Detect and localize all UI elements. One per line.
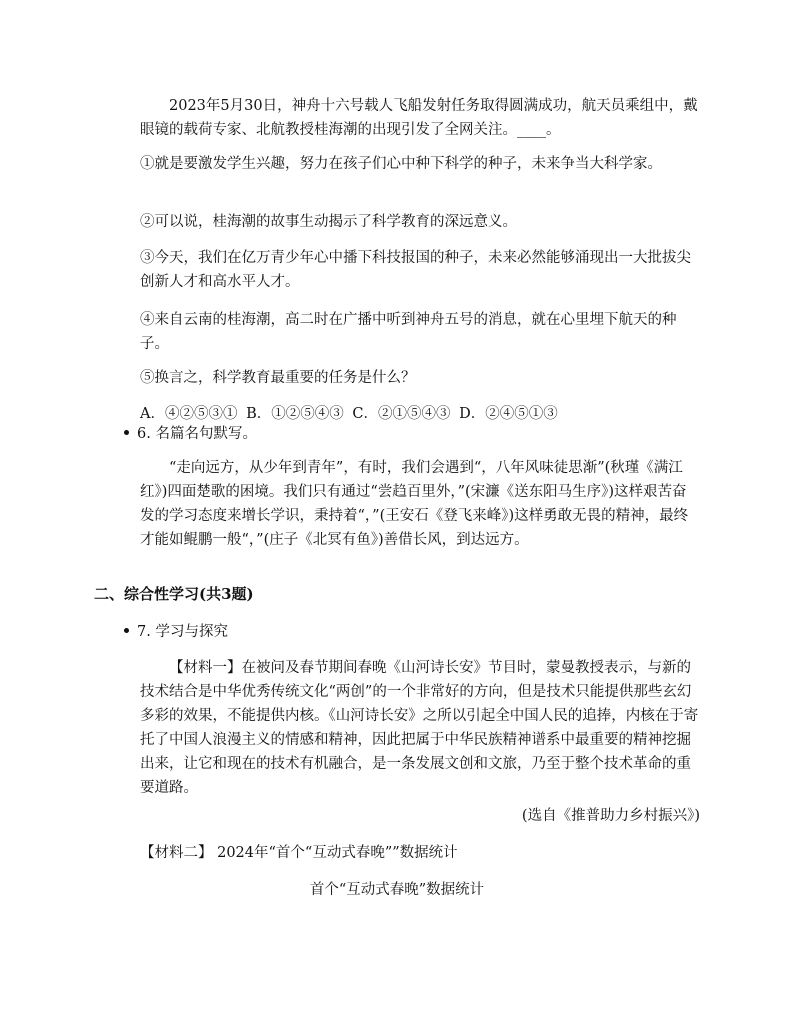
q6-heading [124,422,257,446]
option-c[interactable]: C．②①⑤④③ [352,406,451,422]
q5-sentence-4: ④来自云南的桂海潮，高二时在广播中听到神舟五号的消息，就在心里埋下航天的种子。 [140,312,677,352]
q5-sentence-2: ②可以说，桂海潮的故事生动揭示了科学教育的深远意义。 [140,214,517,230]
option-b[interactable]: B．①②⑤④③ [246,406,344,422]
option-a[interactable]: A．④②⑤③① [140,406,238,422]
chart-caption: 首个“互动式春晚”数据统计 [309,882,485,898]
section-title: 二、综合性学习(共3题) [94,585,254,603]
q7-material-1: 【材料一】在被问及春节期间春晚《山河诗长安》节目时，蒙曼教授表示，与新的技术结合是中华优秀传统文化“两创”的一个非常好的方向，但是技术只能提供那些玄幻多彩的效果，不能提供内核。《山河诗长安》之所以引起全中国人民的追捧，内核在于寄托了中国人浪漫主义的情感和精神，因此把属于中华民族精神谱系中最重要的精神挖掘出来，让它和现在的技术有机融合，是一条发展文创和文旅，乃至于整个技术革命的重要道路。 [140,660,699,796]
q6-body: “走向远方，从少年到青年”，有时，我们会遇到“，八年风味徒思渐”(秋瑾《满江红》)四面楚歌的困境。我们只有通过“尝趋百里外，”(宋濂《送东阳马生序》)这样艰苦奋发的学习态度来增长学识，秉持着“，”(王安石《登飞来峰》)这样勇敢无畏的精神，最终才能如鲲鹏一般“，”(庄子《北冥有鱼》)善借长风，到达远方。 [140,460,689,548]
q7-heading [124,620,228,644]
q7-material-2: 【材料二】 2024年“首个“互动式春晚””数据统计 [140,845,458,861]
option-d[interactable]: D．②④⑤①③ [459,406,558,422]
bullet-icon [124,430,129,435]
q7-title: 7. 学习与探究 [137,624,228,640]
q6-title: 6. 名篇名句默写。 [137,426,257,442]
source-citation: (选自《推普助力乡村振兴》) [521,808,700,824]
q5-stem: 2023年5月30日，神舟十六号载人飞船发射任务取得圆满成功，航天员乘组中，戴眼镜的载荷专家、北航教授桂海潮的出现引发了全网关注。____。 [140,98,698,138]
q5-sentence-5: ⑤换言之，科学教育最重要的任务是什么？ [140,370,416,386]
q5-sentence-3: ③今天，我们在亿万青少年心中播下科技报国的种子，未来必然能够涌现出一大批拔尖创新人才和高水平人才。 [140,250,691,290]
bullet-icon [124,628,129,633]
q5-sentence-1: ①就是要激发学生兴趣，努力在孩子们心中种下科学的种子，未来争当大科学家。 [140,156,662,172]
